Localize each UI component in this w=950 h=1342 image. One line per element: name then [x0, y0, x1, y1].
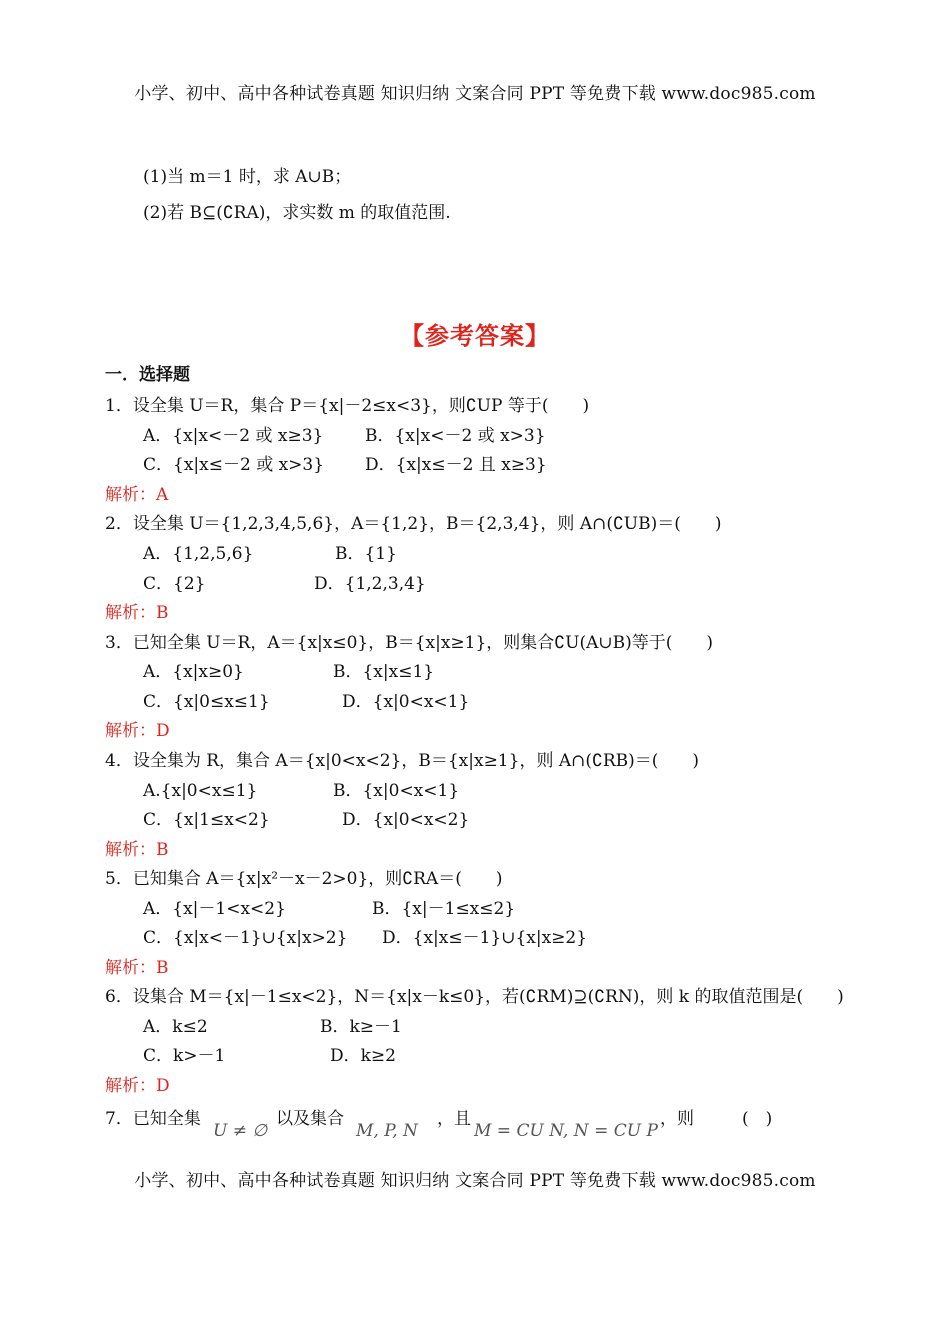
question-5-stem: 5．已知集合 A＝{x|x²－x－2>0}，则∁RA＝( ) [105, 869, 503, 889]
question-6-option-b: B．k≥－1 [320, 1017, 402, 1037]
question-7-mid: 以及集合 [276, 1109, 344, 1129]
question-4-stem: 4．设全集为 R，集合 A＝{x|0<x<2}，B＝{x|x≥1}，则 A∩(∁RB)＝( ) [105, 751, 700, 771]
section-title: 一．选择题 [105, 365, 190, 385]
question-1-option-a: A．{x|x<－2 或 x≥3} [143, 426, 324, 446]
question-5-analysis: 解析：B [105, 958, 169, 978]
question-7-formula-2: M, P, N [356, 1121, 418, 1141]
question-3-option-a: A．{x|x≥0} [143, 662, 244, 682]
question-5-option-d: D．{x|x≤－1}∪{x|x≥2} [382, 928, 588, 948]
question-7-formula-1: U ≠ ∅ [213, 1121, 268, 1141]
question-2-stem: 2．设全集 U＝{1,2,3,4,5,6}，A＝{1,2}，B＝{2,3,4}，则 A∩(∁UB)＝( ) [105, 514, 722, 534]
question-3-option-d: D．{x|0<x<1} [342, 692, 470, 712]
question-7-then: ，则 [660, 1109, 694, 1129]
question-2-option-d: D．{1,2,3,4} [314, 574, 426, 594]
question-5-option-c: C．{x|x<－1}∪{x|x>2} [143, 928, 348, 948]
question-1-option-c: C．{x|x≤－2 或 x>3} [143, 455, 325, 475]
question-7-lead: 7．已知全集 [105, 1109, 201, 1129]
question-4-option-a: A.{x|0<x≤1} [143, 781, 258, 801]
question-6-stem: 6．设集合 M＝{x|－1≤x<2}，N＝{x|x－k≤0}，若(∁RM)⊇(∁RN)，则 k 的取值范围是( ) [105, 987, 844, 1007]
answer-title: 【参考答案】 [400, 322, 550, 350]
question-1-stem: 1．设全集 U＝R，集合 P＝{x|－2≤x<3}，则∁UP 等于( ) [105, 396, 590, 416]
question-5-option-b: B．{x|－1≤x≤2} [372, 899, 516, 919]
question-7-formula-3: M = CU N, N = CU P [474, 1121, 658, 1141]
question-6-option-a: A．k≤2 [143, 1017, 208, 1037]
question-3-stem: 3．已知全集 U＝R，A＝{x|x≤0}，B＝{x|x≥1}，则集合∁U(A∪B)等于( ) [105, 633, 713, 653]
question-6-analysis: 解析：D [105, 1076, 170, 1096]
question-2-option-c: C．{2} [143, 574, 206, 594]
prev-question-part2: (2)若 B⊆(∁RA)，求实数 m 的取值范围. [143, 203, 451, 223]
question-3-analysis: 解析：D [105, 721, 170, 741]
question-1-analysis: 解析：A [105, 485, 169, 505]
question-2-analysis: 解析：B [105, 603, 169, 623]
question-1-option-b: B．{x|x<－2 或 x>3} [365, 426, 546, 446]
question-5-option-a: A．{x|－1<x<2} [143, 899, 286, 919]
question-4-option-c: C．{x|1≤x<2} [143, 810, 270, 830]
question-7-paren: ( ) [742, 1109, 773, 1129]
question-6-option-c: C．k>－1 [143, 1046, 226, 1066]
question-6-option-d: D．k≥2 [330, 1046, 396, 1066]
prev-question-part1: (1)当 m＝1 时，求 A∪B； [143, 167, 352, 187]
question-2-option-a: A．{1,2,5,6} [143, 544, 254, 564]
question-2-option-b: B．{1} [335, 544, 397, 564]
question-3-option-c: C．{x|0≤x≤1} [143, 692, 270, 712]
question-7-and: ，且 [437, 1109, 471, 1129]
question-4-option-d: D．{x|0<x<2} [342, 810, 470, 830]
page-header: 小学、初中、高中各种试卷真题 知识归纳 文案合同 PPT 等免费下载 www.doc985.com [134, 84, 816, 104]
question-1-option-d: D．{x|x≤－2 且 x≥3} [365, 455, 547, 475]
page-footer: 小学、初中、高中各种试卷真题 知识归纳 文案合同 PPT 等免费下载 www.doc985.com [134, 1171, 816, 1191]
question-4-option-b: B．{x|0<x<1} [333, 781, 460, 801]
question-3-option-b: B．{x|x≤1} [333, 662, 435, 682]
question-4-analysis: 解析：B [105, 840, 169, 860]
